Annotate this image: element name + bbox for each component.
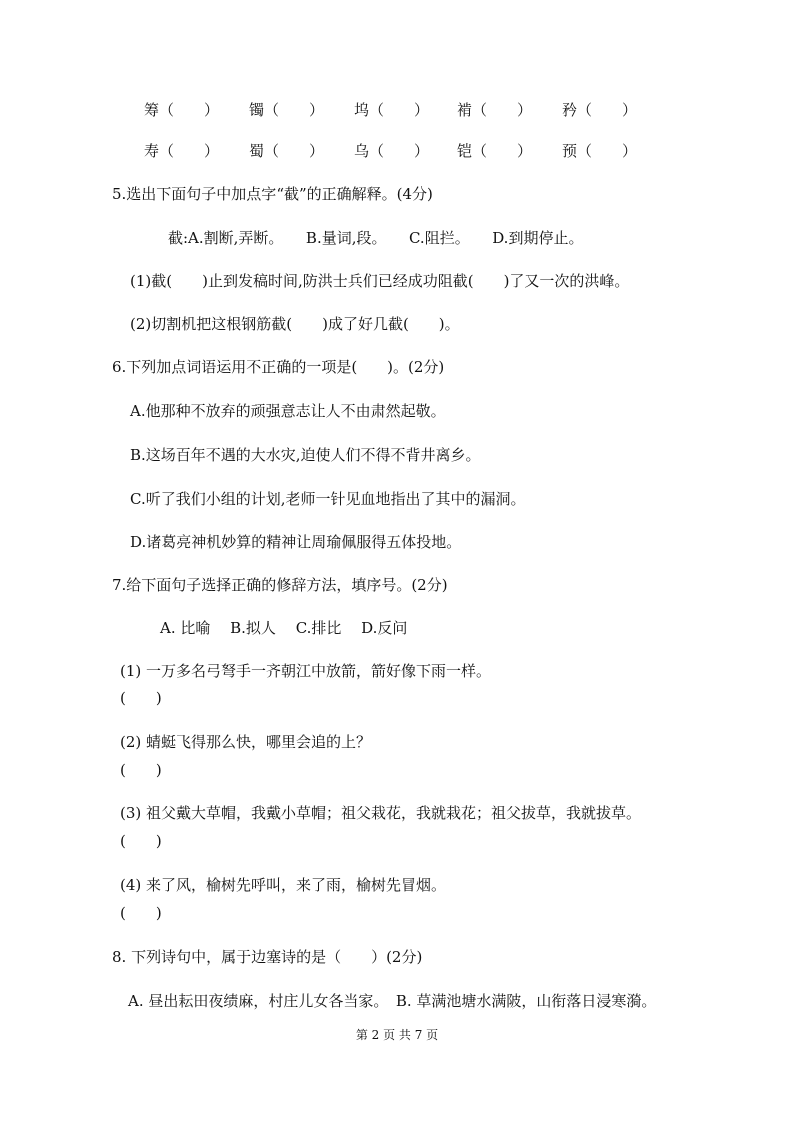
word-item: 铠（ ） xyxy=(457,142,533,160)
question-7-blank-1: ( ) xyxy=(120,689,162,707)
question-8-options: A. 昼出耘田夜绩麻，村庄儿女各当家。 B. 草满池塘水满陂，山衔落日浸寒漪。 xyxy=(128,992,657,1010)
word-row-1 xyxy=(0,100,794,120)
word-item: 筹（ ） xyxy=(144,101,220,119)
question-7-blank-3: ( ) xyxy=(120,832,162,850)
question-5-sentence-1: (1)截( )止到发稿时间,防洪士兵们已经成功阻截( )了又一次的洪峰。 xyxy=(130,272,630,290)
question-7-sentence-3: (3) 祖父戴大草帽，我戴小草帽；祖父栽花，我就栽花；祖父拔草，我就拔草。 xyxy=(120,804,642,822)
question-6-title: 6.下列加点词语运用不正确的一项是( )。(2分) xyxy=(112,358,445,376)
question-6-option-a: A.他那种不放弃的顽强意志让人不由肃然起敬。 xyxy=(130,402,446,420)
question-6-option-c: C.听了我们小组的计划,老师一针见血地指出了其中的漏洞。 xyxy=(130,490,526,508)
question-5-options: 截:A.割断,弄断。 B.量词,段。 C.阻拦。 D.到期停止。 xyxy=(168,229,584,247)
word-row-2 xyxy=(0,141,794,161)
question-7-sentence-4: (4) 来了风，榆树先呼叫，来了雨，榆树先冒烟。 xyxy=(120,876,447,894)
word-item: 坞（ ） xyxy=(354,101,430,119)
question-7-options: A. 比喻 B.拟人 C.排比 D.反问 xyxy=(160,619,408,637)
page-footer: 第 2 页 共 7 页 xyxy=(355,1028,439,1042)
question-5-sentence-2: (2)切割机把这根钢筋截( )成了好几截( )。 xyxy=(130,315,460,333)
word-item: 预（ ） xyxy=(562,142,638,160)
question-7-blank-4: ( ) xyxy=(120,904,162,922)
word-item: 褃（ ） xyxy=(457,101,533,119)
word-item: 寿（ ） xyxy=(144,142,220,160)
word-item: 矜（ ） xyxy=(562,101,638,119)
question-6-option-d: D.诸葛亮神机妙算的精神让周瑜佩服得五体投地。 xyxy=(130,533,462,551)
question-8-title: 8. 下列诗句中，属于边塞诗的是（ ）(2分) xyxy=(112,948,423,966)
question-5-title: 5.选出下面句子中加点字“截”的正确解释。(4分) xyxy=(112,185,433,203)
question-7-sentence-2: (2) 蜻蜓飞得那么快，哪里会追的上？ xyxy=(120,733,372,751)
question-7-blank-2: ( ) xyxy=(120,761,162,779)
question-7-sentence-1: (1) 一万多名弓弩手一齐朝江中放箭，箭好像下雨一样。 xyxy=(120,662,492,680)
word-item: 蜀（ ） xyxy=(249,142,325,160)
question-6-option-b: B.这场百年不遇的大水灾,迫使人们不得不背井离乡。 xyxy=(130,446,481,464)
word-item: 乌（ ） xyxy=(354,142,430,160)
question-7-title: 7.给下面句子选择正确的修辞方法，填序号。(2分) xyxy=(112,576,448,594)
word-item: 镯（ ） xyxy=(249,101,325,119)
